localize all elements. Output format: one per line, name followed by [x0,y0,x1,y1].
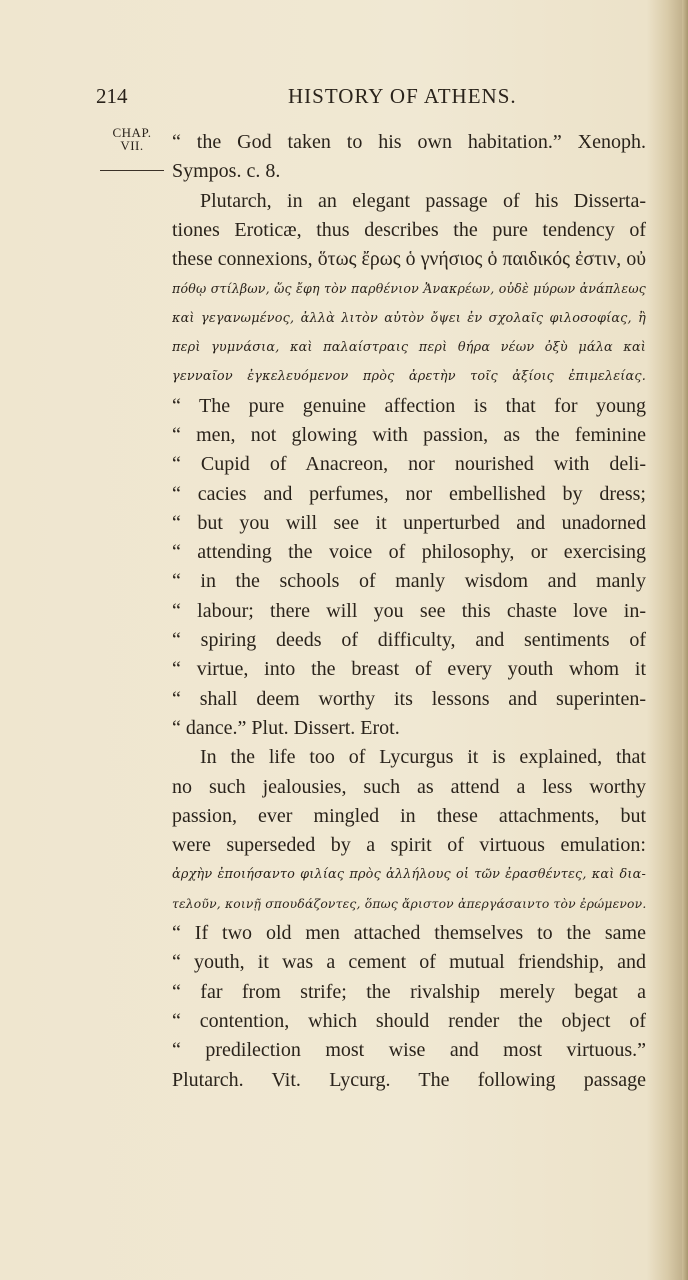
text-line: these connexions, ὅτως ἔρως ὁ γνήσιος ὁ παιδικός ἐστιν, οὐ [172,248,646,271]
text-line: “ in the schools of manly wisdom and manly [172,570,646,593]
text-line: “ youth, it was a cement of mutual friendship, and [172,951,646,974]
page-edge-shadow [682,0,688,1280]
text-line: Plutarch, in an elegant passage of his Disserta- [200,189,646,212]
chapter-number: VII. [120,138,144,153]
text-line: “ contention, which should render the object of [172,1009,646,1032]
text-line: “ but you will see it unperturbed and unadorned [172,511,646,534]
text-line: Sympos. c. 8. [172,160,281,183]
text-line: “ the God taken to his own habitation.” Xenoph. [172,131,646,153]
text-line: “ virtue, into the breast of every youth whom it [172,658,646,681]
text-line: “ The pure genuine affection is that for young [172,394,646,417]
greek-quotation-line: γενναῖον ἐγκελευόμενον πρὸς ἀρετὴν τοῖς ἀξίοις ἐπιμελείας. [172,369,646,385]
text-line: “ attending the voice of philosophy, or exercising [172,541,646,564]
text-line: “ spiring deeds of difficulty, and sentiments of [172,629,646,652]
chapter-marginal-note [108,126,156,152]
text-line: “ shall deem worthy its lessons and superinten- [172,687,646,710]
greek-quotation-line: ἀρχὴν ἐποιήσαντο φιλίας πρὸς ἀλλήλους οἱ τῶν ἐρασθέντες, καὶ δια- [172,867,646,883]
greek-quotation-line: πόθῳ στίλβων, ὥς ἔφη τὸν παρθένιον Ἀνακρέων, οὐδὲ μύρων ἀνάπλεως [172,281,646,297]
text-line: “ predilection most wise and most virtuous.” [172,1039,646,1062]
greek-quotation-line: περὶ γυμνάσια, καὶ παλαίστραις περὶ θήρα νέων ὀξὺ μάλα καὶ [172,340,646,356]
text-line: no such jealousies, such as attend a less worthy [172,775,646,798]
chapter-label: CHAP. [112,125,152,140]
text-line: “ men, not glowing with passion, as the feminine [172,423,646,446]
page-header [96,84,652,114]
text-line: passion, ever mingled in these attachments, but [172,804,646,827]
text-line: were superseded by a spirit of virtuous emulation: [172,834,646,857]
running-title: HISTORY OF ATHENS. [288,84,517,108]
text-line: “ dance.” Plut. Dissert. Erot. [172,716,400,739]
text-line: “ far from strife; the rivalship merely begat a [172,980,646,1003]
text-line: Plutarch. Vit. Lycurg. The following passage [172,1068,646,1091]
text-line: “ labour; there will you see this chaste love in- [172,599,646,622]
text-line: “ Cupid of Anacreon, nor nourished with deli- [172,453,646,476]
text-line: “ If two old men attached themselves to the same [172,922,646,945]
greek-quotation-line: καὶ γεγανωμένος, ἀλλὰ λιτὸν αὐτὸν ὄψει ἐν σχολαῖς φιλοσοφίας, ἢ [172,310,646,326]
greek-quotation-line: τελοῦν, κοινῇ σπουδάζοντες, ὅπως ἄριστον ἀπεργάσαιντο τὸν ἐρώμενον. [172,896,646,911]
marginal-rule [100,170,164,171]
body-text [172,128,646,1095]
text-line: “ cacies and perfumes, nor embellished by dress; [172,482,646,505]
text-line: tiones Eroticæ, thus describes the pure tendency of [172,218,646,241]
text-line: In the life too of Lycurgus it is explained, that [200,746,646,769]
page-number: 214 [96,84,128,108]
